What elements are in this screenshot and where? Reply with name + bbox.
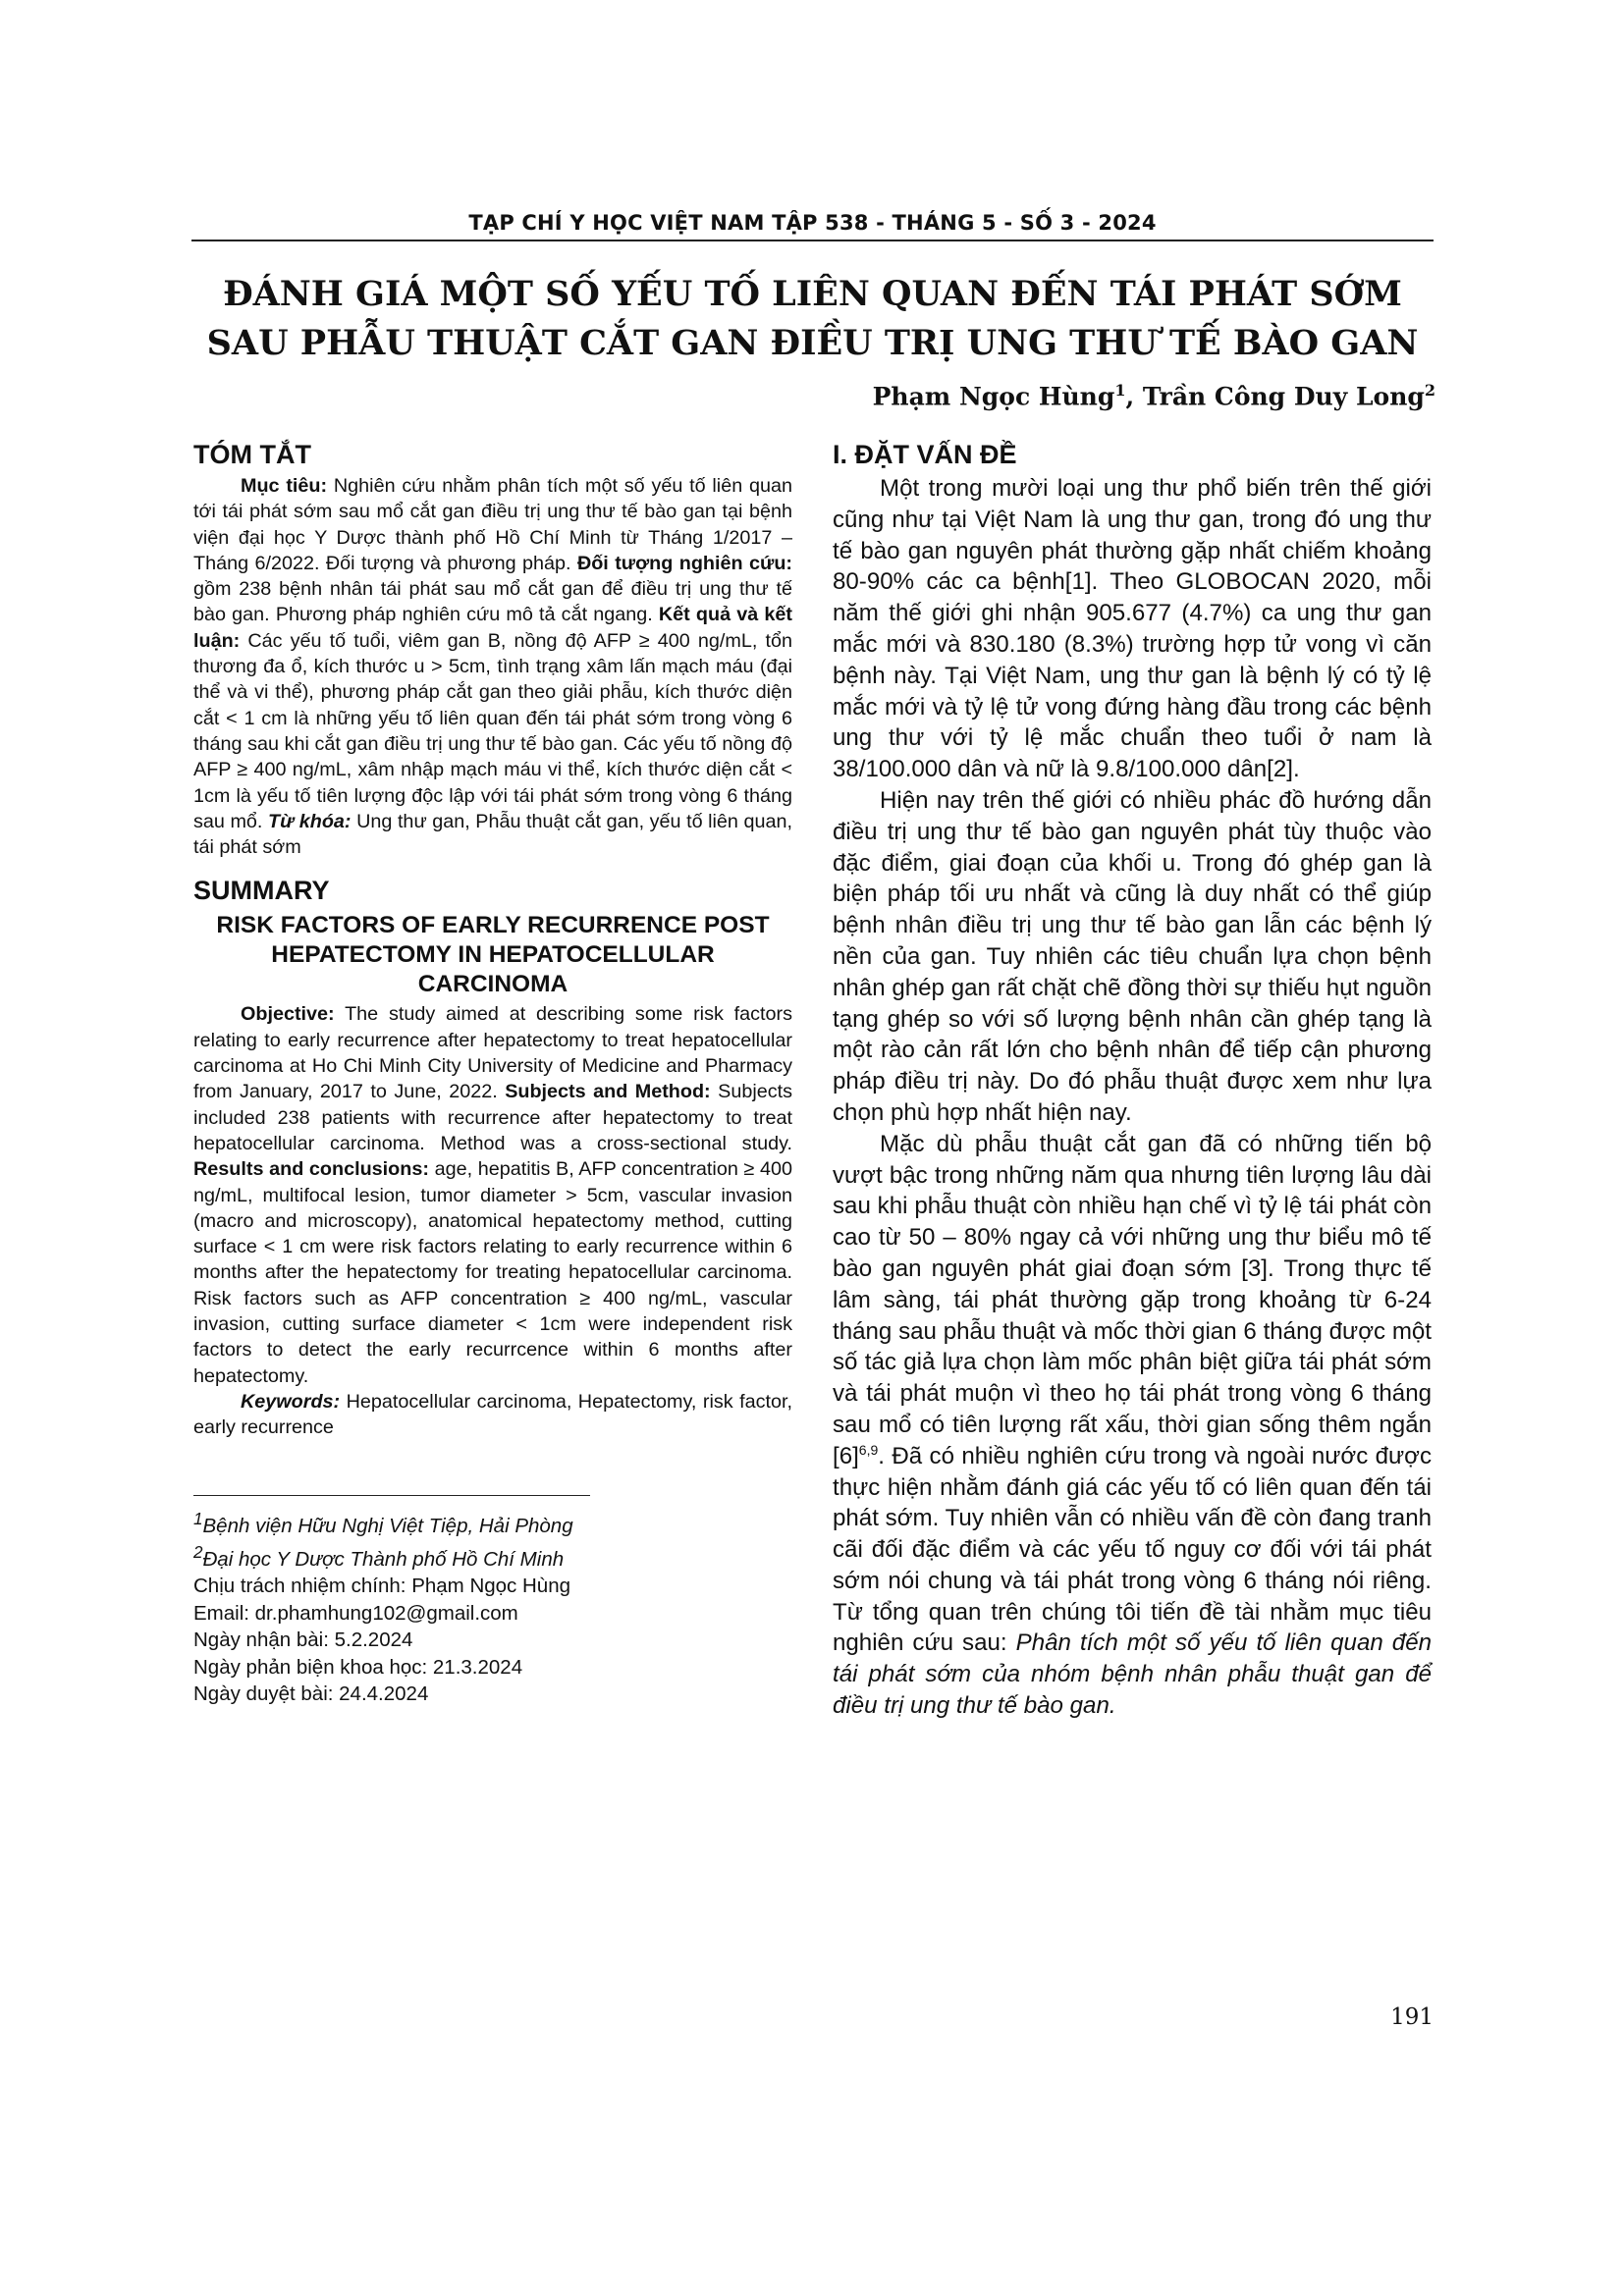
footnote-divider	[193, 1495, 590, 1496]
objective-text: Nghiên cứu nhằm phân tích một số yếu tố liên quan tới tái phát sớm sau mổ cắt gan điều trị ung thư tế bào gan tại bệnh viện đại học Y Dược thành phố Hồ Chí Minh từ Tháng 1/2017 – Tháng 6/2022. Đối tượng và phương pháp.	[193, 475, 792, 574]
affiliation-text: Bệnh viện Hữu Nghị Việt Tiệp, Hải Phòng	[202, 1514, 573, 1537]
date-reviewed: Ngày phản biện khoa học: 21.3.2024	[193, 1655, 523, 1679]
objective-label: Objective:	[241, 1003, 335, 1026]
keywords-text: Hepatocellular carcinoma, Hepatectomy, risk factor, early recurrence	[193, 1390, 792, 1439]
section-1-heading: I. ĐẶT VẤN ĐỀ	[833, 440, 1017, 469]
author-name: Trần Công Duy Long	[1142, 382, 1425, 411]
methods-text: gồm 238 bệnh nhân tái phát sau mổ cắt gan để điều trị ung thư tế bào gan. Phương pháp nghiên cứu mô tả cắt ngang.	[193, 578, 792, 626]
section-1-paragraph-3	[833, 1129, 1432, 1722]
objective-label: Mục tiêu:	[241, 475, 328, 497]
paragraph-text: Mặc dù phẫu thuật cắt gan đã có những tiến bộ vượt bậc trong những năm qua nhưng tiên lượng lâu dài sau khi phẫu thuật còn nhiều hạn chế vì tỷ lệ tái phát còn cao từ 50 – 80% ngay cả với những ung thư biểu mô tế bào gan nguyên phát giai đoạn sớm [3]. Trong thực tế lâm sàng, tái phát thường gặp trong khoảng từ 6-24 tháng sau phẫu thuật và mốc thời gian 6 tháng được một số tác giả lựa chọn làm mốc phân biệt giữa tái phát sớm và tái phát muộn vì theo họ tái phát trong vòng 6 tháng sau mổ có tiên lượng rất xấu, thời gian sống thêm ngắn [6]	[833, 1130, 1432, 1469]
citation-superscript: 6,9	[858, 1441, 879, 1458]
abstract-vi-heading: TÓM TẮT	[193, 440, 311, 469]
affiliation-2	[193, 1539, 792, 1573]
footnotes	[193, 1506, 792, 1708]
affiliation-marker: 1	[1114, 381, 1126, 400]
author-separator: ,	[1125, 382, 1143, 411]
section-1-paragraph-1: Một trong mười loại ung thư phổ biến trên thế giới cũng như tại Việt Nam là ung thư gan, trong đó ung thư tế bào gan nguyên phát thường gặp nhất chiếm khoảng 80-90% các ca bệnh[1]. Theo GLOBOCAN 2020, mỗi năm thế giới ghi nhận 905.677 (4.7%) ca ung thư gan mắc mới và 830.180 (8.3%) trường hợp tử vong vì căn bệnh này. Tại Việt Nam, ung thư gan là bệnh lý có tỷ lệ mắc mới và tỷ lệ tử vong đứng hàng đầu trong các bệnh ung thư với tỷ lệ mắc chuẩn theo tuổi ở nam là 38/100.000 dân và nữ là 9.8/100.000 dân[2].	[833, 475, 1432, 783]
keywords-label: Từ khóa:	[268, 810, 352, 832]
results-label: Kết quả và kết luận:	[193, 604, 792, 652]
page-number: 191	[1390, 2004, 1434, 2030]
author-name: Phạm Ngọc Hùng	[872, 382, 1115, 411]
affiliation-marker: 1	[193, 1509, 203, 1528]
objective-text: The study aimed at describing some risk factors relating to early recurrence after hepatectomy to treat hepatocellular carcinoma at Ho Chi Minh City University of Medicine and Pharmacy from January, 2017 to June, 2022.	[193, 1003, 792, 1103]
results-text: Các yếu tố tuổi, viêm gan B, nồng độ AFP ≥ 400 ng/mL, tổn thương đa ổ, kích thước u > 5cm, tình trạng xâm lấn mạch máu (đại thể và vi thể), phương pháp cắt gan theo giải phẫu, kích thước diện cắt < 1 cm là những yếu tố liên quan đến tái phát sớm trong vòng 6 tháng sau khi cắt gan điều trị ung thư tế bào gan. Các yếu tố nồng độ AFP ≥ 400 ng/mL, xâm nhập mạch máu vi thể, kích thước diện cắt < 1cm là yếu tố tiên lượng độc lập với tái phát sớm trong vòng 6 tháng sau mổ.	[193, 629, 792, 832]
author-list	[873, 381, 1435, 410]
article-title-line-1: ĐÁNH GIÁ MỘT SỐ YẾU TỐ LIÊN QUAN ĐẾN TÁI PHÁT SỚM	[223, 274, 1402, 314]
keywords-text: Ung thư gan, Phẫu thuật cắt gan, yếu tố liên quan, tái phát sớm	[193, 810, 792, 859]
methods-label: Đối tượng nghiên cứu:	[576, 552, 792, 574]
article-title	[191, 270, 1434, 368]
research-objective: Phân tích một số yếu tố liên quan đến tái phát sớm của nhóm bệnh nhân phẫu thuật gan để điều trị ung thư tế bào gan.	[833, 1629, 1432, 1720]
affiliation-marker: 2	[193, 1542, 203, 1562]
journal-running-header: TẠP CHÍ Y HỌC VIỆT NAM TẬP 538 - THÁNG 5 - SỐ 3 - 2024	[468, 211, 1157, 235]
affiliation-1	[193, 1506, 792, 1539]
abstract-vi-body	[193, 473, 792, 860]
affiliation-marker: 2	[1424, 381, 1435, 400]
article-title-line-2: SAU PHẪU THUẬT CẮT GAN ĐIỀU TRỊ UNG THƯ TẾ BÀO GAN	[206, 323, 1419, 363]
corresponding-email: Email: dr.phamhung102@gmail.com	[193, 1601, 518, 1625]
section-1-paragraph-2: Hiện nay trên thế giới có nhiều phác đồ hướng dẫn điều trị ung thư tế bào gan nguyên phát tùy thuộc vào đặc điểm, giai đoạn của khối u. Trong đó ghép gan là biện pháp tối ưu nhất và cũng là duy nhất có thể giúp bệnh nhân điều trị ung thư tế bào gan lẫn các bệnh lý nền của gan. Tuy nhiên các tiêu chuẩn lựa chọn bệnh nhân ghép gan rất chặt chẽ đồng thời sự thiếu hụt nguồn tạng ghép so với số lượng bệnh nhân cần ghép tạng là một rào cản rất lớn cho bệnh nhân để tiếp cận phương pháp điều trị này. Do đó phẫu thuật được xem như lựa chọn phù hợp nhất hiện nay.	[833, 786, 1432, 1126]
right-column	[833, 438, 1432, 1722]
affiliation-text: Đại học Y Dược Thành phố Hồ Chí Minh	[202, 1547, 565, 1571]
abstract-en-body	[193, 1001, 792, 1388]
abstract-en-keywords	[193, 1389, 792, 1441]
date-accepted: Ngày duyệt bài: 24.4.2024	[193, 1682, 429, 1706]
abstract-en-heading: SUMMARY	[193, 876, 330, 906]
paragraph-text: . Đã có nhiều nghiên cứu trong và ngoài nước được thực hiện nhằm đánh giá các yếu tố có liên quan đến tái phát sớm. Tuy nhiên vẫn có nhiều vấn đề còn đang tranh cãi đối đặc điểm và các yếu tố nguy cơ đối với tái phát sớm nói chung và tái phát trong vòng 6 tháng nói riêng. Từ tổng quan trên chúng tôi tiến đề tài nhằm mục tiêu nghiên cứu sau:	[833, 1442, 1432, 1657]
methods-text: Subjects included 238 patients with recurrence after hepatectomy to treat hepatocellular carcinoma. Method was a cross-sectional study.	[193, 1081, 792, 1154]
corresponding-author: Chịu trách nhiệm chính: Phạm Ngọc Hùng	[193, 1575, 571, 1598]
results-text: age, hepatitis B, AFP concentration ≥ 400 ng/mL, multifocal lesion, tumor diameter > 5cm, vascular invasion (macro and microscopy), anatomical hepatectomy method, cutting surface < 1 cm were risk factors relating to early recurrence within 6 months after the hepatectomy for treating hepatocellular carcinoma. Risk factors such as AFP concentration ≥ 400 ng/mL, vascular invasion, cutting surface diameter < 1cm were independent risk factors to detect the early recurrcence within 6 months after hepatectomy.	[193, 1158, 792, 1387]
left-column	[193, 438, 792, 1708]
methods-label: Subjects and Method:	[505, 1081, 711, 1103]
date-received: Ngày nhận bài: 5.2.2024	[193, 1629, 413, 1652]
abstract-en-title: RISK FACTORS OF EARLY RECURRENCE POST HEPATECTOMY IN HEPATOCELLULAR CARCINOMA	[216, 912, 770, 998]
keywords-label: Keywords:	[241, 1390, 341, 1413]
results-label: Results and conclusions:	[193, 1158, 429, 1181]
header-divider	[191, 240, 1434, 241]
